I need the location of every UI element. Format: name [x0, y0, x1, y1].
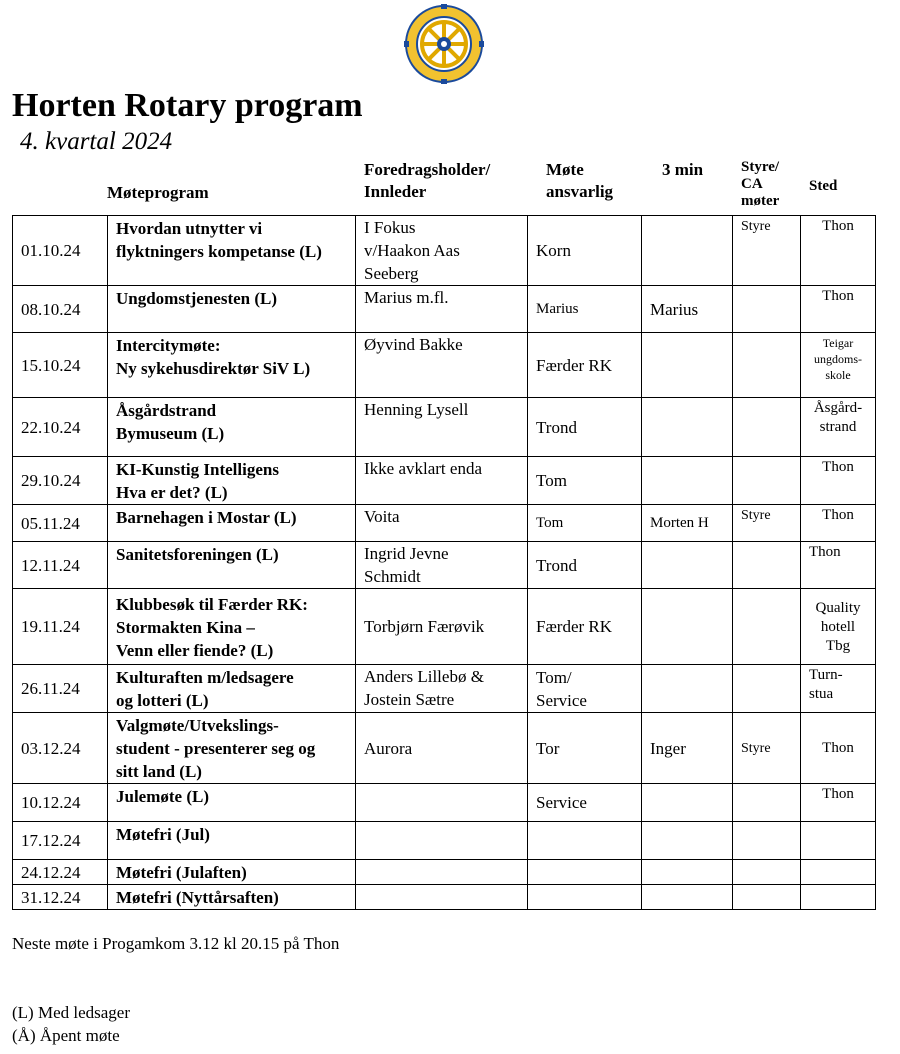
header-sted: Sted [809, 178, 838, 194]
row-sted: Quality hotell Tbg [801, 589, 876, 665]
row-three-min: Morten H [642, 505, 733, 542]
row-styre [733, 398, 801, 457]
row-sted: Thon [801, 457, 876, 505]
row-date: 29.10.24 [13, 457, 108, 505]
row-three-min: Inger [642, 713, 733, 784]
row-speaker [356, 860, 528, 885]
row-date: 31.12.24 [13, 885, 108, 910]
row-styre [733, 457, 801, 505]
row-date: 17.12.24 [13, 822, 108, 860]
table-row [13, 457, 876, 505]
row-date: 22.10.24 [13, 398, 108, 457]
table-row [13, 713, 876, 784]
row-speaker: Øyvind Bakke [356, 333, 528, 398]
row-styre [733, 542, 801, 589]
row-speaker: Aurora [356, 713, 528, 784]
header-responsible: Møte ansvarlig [546, 160, 614, 201]
table-row [13, 822, 876, 860]
row-sted: Thon [801, 286, 876, 333]
row-topic: Møtefri (Jul) [108, 822, 356, 860]
row-topic: Sanitetsforeningen (L) [108, 542, 356, 589]
row-topic: Klubbesøk til Færder RK: Stormakten Kina – Venn eller fiende? (L) [108, 589, 356, 665]
row-styre: Styre [733, 216, 801, 286]
row-speaker: Marius m.fl. [356, 286, 528, 333]
row-responsible [528, 860, 642, 885]
row-sted: Åsgård- strand [801, 398, 876, 457]
row-styre [733, 589, 801, 665]
row-speaker [356, 885, 528, 910]
header-speaker: Foredragsholder/ Innleder [364, 160, 491, 201]
row-styre [733, 286, 801, 333]
row-responsible: Marius [528, 286, 642, 333]
row-responsible [528, 822, 642, 860]
row-styre [733, 665, 801, 713]
row-topic: Barnehagen i Mostar (L) [108, 505, 356, 542]
row-styre [733, 885, 801, 910]
legend-l: (L) Med ledsager [12, 1003, 131, 1022]
row-three-min [642, 784, 733, 822]
row-speaker: Anders Lillebø & Jostein Sætre [356, 665, 528, 713]
row-styre [733, 822, 801, 860]
row-date: 24.12.24 [13, 860, 108, 885]
row-three-min [642, 216, 733, 286]
row-three-min [642, 542, 733, 589]
page-subtitle: 4. kvartal 2024 [20, 128, 173, 155]
row-responsible: Tom [528, 505, 642, 542]
table-row [13, 665, 876, 713]
row-topic: Intercitymøte: Ny sykehusdirektør SiV L) [108, 333, 356, 398]
table-row [13, 784, 876, 822]
row-speaker [356, 822, 528, 860]
row-styre [733, 860, 801, 885]
row-speaker: I Fokus v/Haakon Aas Seeberg [356, 216, 528, 286]
row-three-min [642, 665, 733, 713]
row-date: 05.11.24 [13, 505, 108, 542]
header-three-min: 3 min [662, 160, 704, 179]
row-responsible: Trond [528, 542, 642, 589]
row-three-min [642, 398, 733, 457]
row-topic: Hvordan utnytter vi flyktningers kompetanse (L) [108, 216, 356, 286]
row-sted: Thon [801, 713, 876, 784]
program-table [12, 215, 876, 910]
table-row [13, 505, 876, 542]
row-responsible: Færder RK [528, 589, 642, 665]
row-speaker [356, 784, 528, 822]
row-responsible: Service [528, 784, 642, 822]
row-styre [733, 333, 801, 398]
row-topic: Møtefri (Nyttårsaften) [108, 885, 356, 910]
row-three-min [642, 860, 733, 885]
row-three-min [642, 589, 733, 665]
page-title: Horten Rotary program [12, 87, 363, 124]
row-speaker: Voita [356, 505, 528, 542]
row-three-min [642, 333, 733, 398]
row-responsible: Tor [528, 713, 642, 784]
row-topic: Kulturaften m/ledsagere og lotteri (L) [108, 665, 356, 713]
row-three-min [642, 457, 733, 505]
header-styre: Styre/ CA møter [741, 159, 780, 209]
row-date: 15.10.24 [13, 333, 108, 398]
row-sted: Thon [801, 505, 876, 542]
row-speaker: Ingrid Jevne Schmidt [356, 542, 528, 589]
table-row [13, 589, 876, 665]
row-responsible: Tom/ Service [528, 665, 642, 713]
row-speaker: Henning Lysell [356, 398, 528, 457]
table-row [13, 860, 876, 885]
rotary-logo [404, 4, 484, 84]
row-speaker: Ikke avklart enda [356, 457, 528, 505]
row-date: 08.10.24 [13, 286, 108, 333]
row-sted: Teigar ungdoms- skole [801, 333, 876, 398]
row-date: 01.10.24 [13, 216, 108, 286]
header-program: Møteprogram [107, 183, 209, 202]
table-row [13, 333, 876, 398]
row-sted [801, 822, 876, 860]
row-sted [801, 885, 876, 910]
row-topic: Julemøte (L) [108, 784, 356, 822]
next-meeting-note: Neste møte i Progamkom 3.12 kl 20.15 på Thon [12, 934, 340, 953]
row-responsible: Færder RK [528, 333, 642, 398]
legend-a: (Å) Åpent møte [12, 1026, 120, 1045]
table-row [13, 398, 876, 457]
row-three-min: Marius [642, 286, 733, 333]
row-topic: Åsgårdstrand Bymuseum (L) [108, 398, 356, 457]
row-responsible: Tom [528, 457, 642, 505]
row-three-min [642, 822, 733, 860]
row-date: 19.11.24 [13, 589, 108, 665]
row-topic: Ungdomstjenesten (L) [108, 286, 356, 333]
row-speaker: Torbjørn Færøvik [356, 589, 528, 665]
table-row [13, 286, 876, 333]
row-sted: Thon [801, 216, 876, 286]
row-date: 26.11.24 [13, 665, 108, 713]
row-topic: Møtefri (Julaften) [108, 860, 356, 885]
row-topic: Valgmøte/Utvekslings- student - presenterer seg og sitt land (L) [108, 713, 356, 784]
row-sted: Thon [801, 542, 876, 589]
row-topic: KI-Kunstig Intelligens Hva er det? (L) [108, 457, 356, 505]
table-row [13, 542, 876, 589]
row-sted: Thon [801, 784, 876, 822]
row-styre [733, 784, 801, 822]
row-sted [801, 860, 876, 885]
table-row [13, 216, 876, 286]
row-sted: Turn- stua [801, 665, 876, 713]
row-styre: Styre [733, 505, 801, 542]
row-date: 12.11.24 [13, 542, 108, 589]
row-three-min [642, 885, 733, 910]
row-responsible: Korn [528, 216, 642, 286]
row-styre: Styre [733, 713, 801, 784]
row-date: 03.12.24 [13, 713, 108, 784]
row-date: 10.12.24 [13, 784, 108, 822]
table-row [13, 885, 876, 910]
row-responsible [528, 885, 642, 910]
row-responsible: Trond [528, 398, 642, 457]
